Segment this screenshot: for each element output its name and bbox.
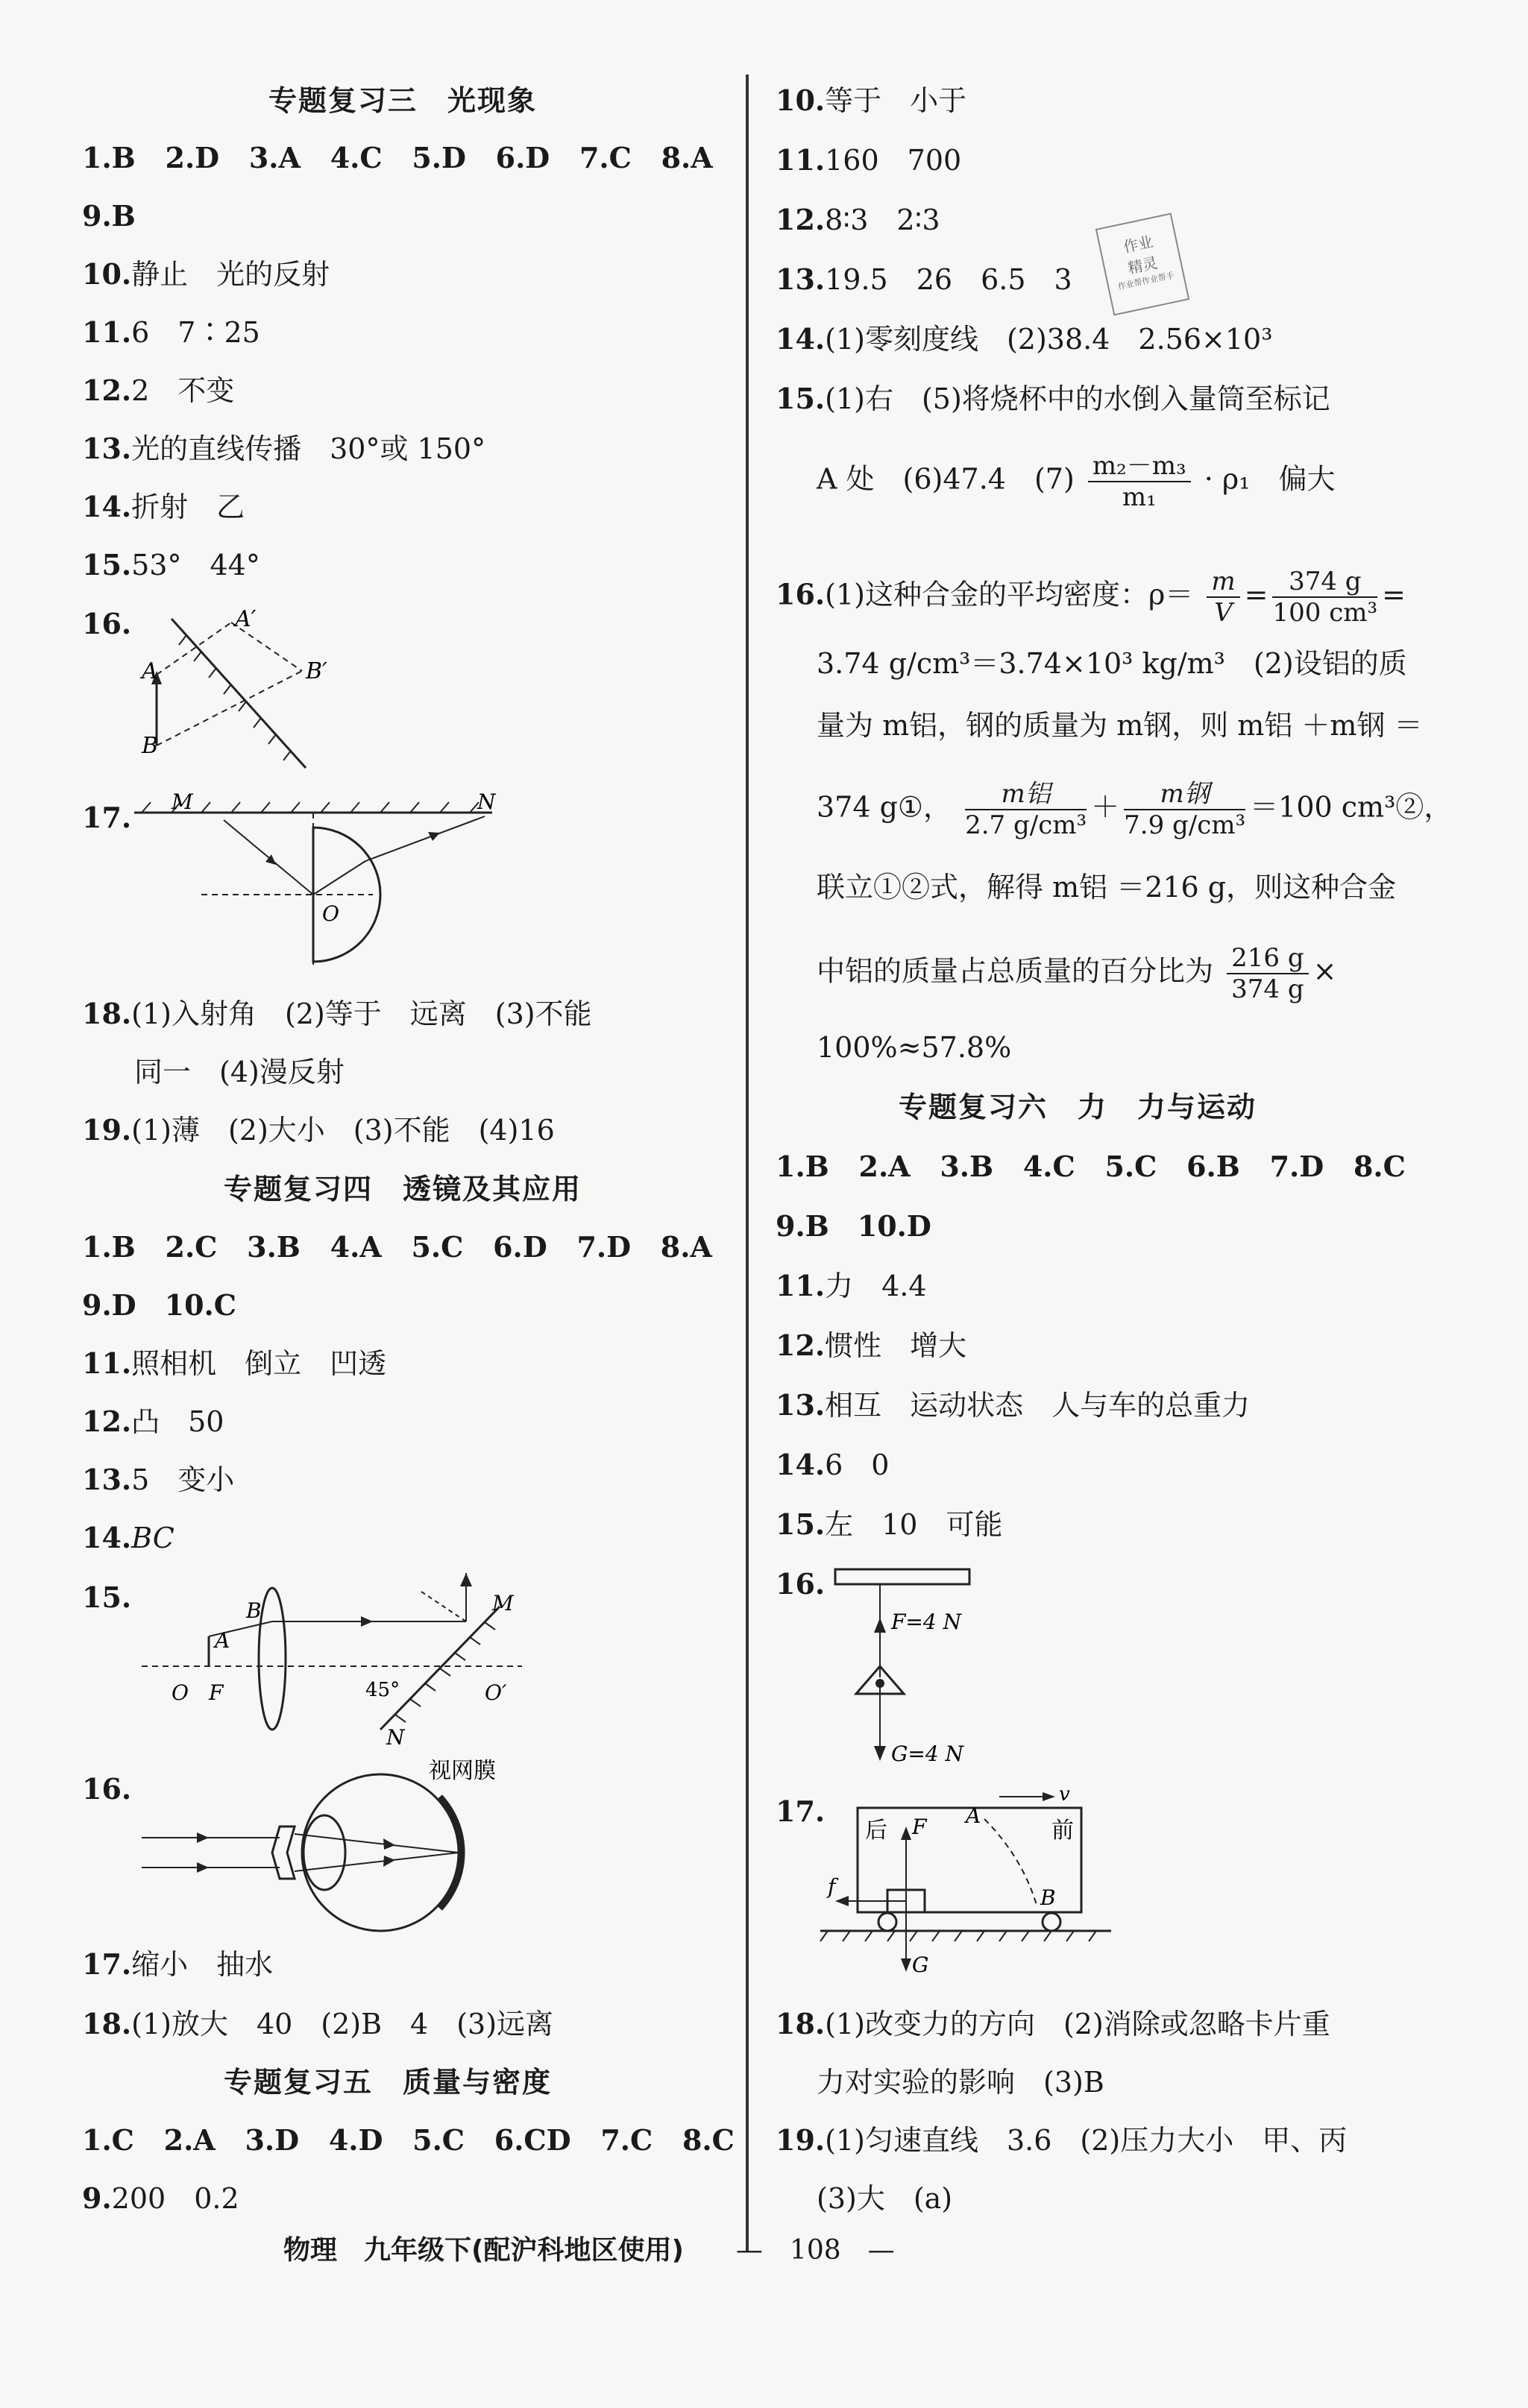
ans: 4.D (328, 2123, 383, 2157)
ans: 7.C (579, 141, 632, 174)
arrow-head (835, 1896, 849, 1906)
incident-ray (224, 820, 313, 895)
light-ray (295, 1834, 459, 1853)
answer-4-9-10: 9.D 10.C (82, 1288, 236, 1322)
answer-4-13 (82, 1461, 234, 1498)
q-text: (1)放大 40 (2)B 4 (3)远离 (131, 2008, 554, 2040)
ans: 5.C (411, 1230, 464, 1264)
q-text: (1)入射角 (2)等于 远离 (3)不能 (131, 997, 592, 1030)
answer-3-18-cont: 同一 (4)漫反射 (134, 1056, 345, 1088)
answer-6-19 (776, 2122, 1347, 2159)
label-A: A (142, 658, 158, 684)
q-text: 374 g①， (817, 790, 952, 824)
q-num: 10. (82, 257, 132, 291)
ans: 2.A (163, 2123, 216, 2157)
q-num: 13. (776, 1388, 826, 1422)
page-number: — 108 — (735, 2235, 895, 2266)
q-text: 折射 乙 (131, 491, 245, 523)
q-text: 光的直线传播 30°或 150° (131, 432, 486, 465)
ans: 8.A (660, 1230, 712, 1264)
q-text: 6 7∶25 (131, 316, 260, 349)
figure-plane-mirror (127, 604, 365, 790)
answers-4-1-8 (82, 1229, 712, 1266)
answers-5-1-8 (82, 2122, 735, 2159)
section-title-5: 专题复习五 质量与密度 (224, 2066, 553, 2099)
label-N: N (477, 790, 496, 814)
label-G: G (912, 1952, 929, 1977)
arrow-head (901, 1958, 911, 1972)
q-text: (1)薄 (2)大小 (3)不能 (4)16 (131, 1114, 555, 1147)
answer-5-12 (776, 201, 940, 239)
answer-5-15-cont (817, 451, 1335, 512)
label-v: v (1059, 1789, 1070, 1806)
ans: 5.D (412, 141, 466, 174)
answer-3-9: 9.B (82, 199, 136, 233)
fraction (1227, 943, 1308, 1004)
fraction (965, 779, 1087, 840)
q-text: (1)零刻度线 (2)38.4 2.56×10³ (825, 323, 1273, 356)
mirror-hatching (395, 1622, 495, 1722)
q-text: (1)改变力的方向 (2)消除或忽略卡片重 (825, 2008, 1330, 2040)
q-text: 等于 小于 (825, 84, 967, 117)
answer-6-19-cont: (3)大 (a) (817, 2182, 953, 2215)
ans: 6.D (495, 141, 550, 174)
arrow-head (361, 1616, 373, 1627)
q-text: 凸 50 (131, 1405, 224, 1438)
q-text: (1)这种合金的平均密度：ρ＝ (825, 578, 1194, 611)
answer-3-14 (82, 488, 245, 526)
answer-6-17-label: 17. (776, 1794, 826, 1828)
arrow-head (197, 1862, 209, 1873)
answer-5-10 (776, 82, 966, 119)
q-num: 18. (776, 2007, 826, 2040)
section-title-3: 专题复习三 光现象 (268, 84, 538, 117)
ans: 4.C (1022, 1150, 1075, 1183)
denominator: 7.9 g/cm³ (1124, 810, 1246, 840)
answer-3-18 (82, 995, 592, 1033)
q-num: 19. (776, 2123, 826, 2157)
label-B-prime: B′ (306, 658, 327, 684)
figure-eye (127, 1759, 529, 1938)
watermark-stamp (1095, 212, 1189, 315)
label-M: M (492, 1591, 514, 1616)
label-O-prime: O′ (485, 1680, 507, 1705)
answer-5-11 (776, 142, 961, 179)
stamp-line: 作业帮作业帮手 (1116, 270, 1175, 292)
ans: 7.D (576, 1230, 632, 1264)
numerator: m (1207, 567, 1239, 598)
label-A: A (215, 1628, 230, 1653)
answer-4-16-label: 16. (82, 1772, 132, 1806)
q-text: 5 变小 (131, 1463, 235, 1496)
ceiling-bar (835, 1569, 969, 1584)
ans: 3.D (245, 2123, 300, 2157)
numerator: 216 g (1227, 943, 1308, 974)
q-text: 中铝的质量占总质量的百分比为 (817, 954, 1214, 988)
q-num: 15. (776, 382, 826, 415)
q-num: 11. (82, 315, 132, 349)
exit-ray (365, 816, 485, 861)
q-text: 静止 光的反射 (131, 258, 330, 291)
q-num: 16. (776, 577, 826, 611)
light-ray (295, 1853, 459, 1871)
answer-5-16-f: 中铝的质量占总质量的百分比为 $\frac{216 g}{374 g}$ × (817, 943, 1337, 1004)
figure-hanging-card (820, 1566, 1044, 1789)
answer-5-9 (82, 2180, 239, 2217)
q-num: 14. (82, 1521, 132, 1554)
answer-5-13 (776, 261, 1072, 298)
eye-lens (304, 1815, 345, 1890)
q-text: 惯性 增大 (825, 1329, 967, 1362)
ans: 7.C (600, 2123, 653, 2157)
label-A: A (966, 1803, 981, 1828)
ans: 3.A (248, 141, 301, 174)
answer-5-16-c: 量为 m铝，钢的质量为 m钢，则 m铝 ＋m钢 ＝ (817, 709, 1423, 742)
figure-lens-mirror (127, 1573, 544, 1744)
answer-5-16-b: 3.74 g/cm³＝3.74×10³ kg/m³ (2)设铝的质 (817, 647, 1407, 680)
denominator: m₁ (1122, 482, 1157, 512)
answer-5-16-e: 联立①②式，解得 m铝 ＝216 g，则这种合金 (817, 871, 1397, 904)
answer-5-16-g: 100%≈57.8% (817, 1031, 1012, 1064)
fraction (1207, 567, 1239, 628)
answer-5-16-d: 374 g①， $\frac{\text{m铝}}{\text{2.7 g/cm³}}$ ＋ $\frac{\text{m钢}}{\text{7.9 g/cm³}}$ ＝100 cm³②， (817, 779, 1453, 840)
q-num: 9. (82, 2181, 112, 2215)
q-num: 13. (82, 1463, 132, 1496)
wheel-right (1043, 1913, 1060, 1931)
label-M: M (172, 790, 193, 814)
q-num: 12. (776, 1329, 826, 1362)
stamp-line: 作业 (1122, 232, 1155, 256)
q-num: 11. (776, 143, 826, 177)
ans: 8.C (1353, 1150, 1406, 1183)
ans: 8.A (661, 141, 713, 174)
ans: 5.C (412, 2123, 465, 2157)
q-num: 14. (82, 490, 132, 523)
page-footer (283, 2229, 895, 2267)
mirror-line (172, 619, 306, 768)
numerator: m铝 (965, 779, 1087, 810)
arrow-head (197, 1832, 209, 1843)
label-A-prime: A′ (235, 606, 257, 632)
ans: 2.D (165, 141, 220, 174)
answer-3-11 (82, 314, 260, 351)
mirror-hatching (179, 635, 291, 760)
answer-3-13 (82, 430, 485, 467)
denominator: 2.7 g/cm³ (965, 810, 1087, 840)
q-text: 力 4.4 (825, 1270, 927, 1302)
arrow-head (1043, 1792, 1055, 1801)
normal-line (421, 1592, 466, 1621)
answer-5-15 (776, 380, 1330, 417)
q-text: 相互 运动状态 人与车的总重力 (825, 1389, 1251, 1422)
q-text: (1)右 (5)将烧杯中的水倒入量筒至标记 (825, 382, 1330, 415)
ans: 7.D (1269, 1150, 1324, 1183)
label-f: f (828, 1874, 836, 1899)
label-B: B (142, 733, 159, 759)
answer-6-11 (776, 1267, 927, 1305)
label-B: B (246, 1598, 262, 1623)
answer-3-17-label: 17. (82, 801, 132, 834)
ans: 6.D (493, 1230, 547, 1264)
ans: 3.B (940, 1150, 994, 1183)
label-back: 后 (865, 1818, 887, 1844)
q-text: 19.5 26 6.5 3 (825, 263, 1072, 296)
denominator: 374 g (1231, 974, 1304, 1004)
ans: 2.A (858, 1150, 911, 1183)
fraction (1088, 451, 1191, 512)
figure-cart (813, 1789, 1111, 1983)
arrow-head (460, 1573, 472, 1586)
q-text: ＝100 cm³②， (1250, 790, 1453, 824)
ans: 2.C (165, 1230, 218, 1264)
label-B: B (1040, 1885, 1056, 1910)
ans: 4.C (330, 141, 383, 174)
ans: 1.C (82, 2123, 134, 2157)
plane-mirror (380, 1607, 500, 1730)
label-O: O (322, 901, 339, 926)
q-num: 14. (776, 1448, 826, 1481)
answer-4-14 (82, 1519, 175, 1557)
ans: 6.B (1186, 1150, 1240, 1183)
section-title-6: 专题复习六 力 力与运动 (899, 1091, 1257, 1123)
q-num: 12. (82, 1405, 132, 1438)
answer-4-18 (82, 2005, 553, 2043)
answer-4-15-label: 15. (82, 1580, 132, 1614)
q-text: 2 不变 (131, 374, 235, 407)
label-F: F=4 N (891, 1610, 962, 1634)
ans: 8.C (682, 2123, 735, 2157)
q-num: 14. (776, 322, 826, 356)
q-num: 18. (82, 997, 132, 1030)
answer-5-16: 16.(1)这种合金的平均密度：ρ＝ $\frac{m}{V}$ = $\frac{374 g}{\text{100 cm³}}$ = (776, 567, 1406, 628)
q-text: 200 0.2 (111, 2182, 239, 2215)
answer-3-12 (82, 372, 234, 409)
answer-6-15 (776, 1506, 1002, 1543)
answer-6-18 (776, 2005, 1330, 2043)
answer-4-17 (82, 1946, 273, 1983)
answer-6-16-label: 16. (776, 1567, 826, 1601)
refracted-ray (313, 861, 365, 895)
convex-lens (259, 1588, 286, 1730)
answer-3-16-label: 16. (82, 607, 132, 640)
ground-hatching (820, 1931, 1096, 1941)
fraction (1272, 567, 1377, 628)
q-text: 8∶3 2∶3 (825, 204, 940, 236)
fraction (1124, 779, 1245, 840)
concave-lens (272, 1827, 295, 1879)
answer-6-14 (776, 1446, 889, 1484)
answers-6-1-8 (776, 1148, 1406, 1185)
q-text: 左 10 可能 (825, 1508, 1003, 1541)
label-F: F (912, 1815, 927, 1839)
answer-6-13 (776, 1387, 1250, 1424)
answers-3-1-8 (82, 139, 713, 177)
arrow-head (901, 1827, 911, 1840)
q-text: 照相机 倒立 凹透 (131, 1347, 387, 1380)
q-text: 缩小 抽水 (131, 1948, 274, 1981)
q-text: 160 700 (825, 144, 962, 177)
ans: 3.B (247, 1230, 301, 1264)
answer-4-12 (82, 1403, 224, 1440)
q-num: 11. (82, 1346, 132, 1380)
q-text: 6 0 (825, 1449, 890, 1481)
answer-3-15 (82, 546, 260, 584)
q-num: 15. (776, 1507, 826, 1541)
ans: 4.A (330, 1230, 382, 1264)
label-angle: 45° (365, 1679, 400, 1701)
q-num: 12. (776, 203, 826, 236)
footer-subject: 物理 九年级下(配沪科地区使用) (283, 2235, 684, 2266)
q-num: 13. (82, 432, 132, 465)
q-text: 53° 44° (131, 549, 260, 581)
answer-6-12 (776, 1327, 966, 1364)
wheel-left (878, 1913, 896, 1931)
arrow-head-F (874, 1618, 886, 1633)
q-num: 15. (82, 548, 132, 581)
ans: 1.B (82, 141, 136, 174)
dashed-line (157, 623, 231, 675)
q-text: · ρ₁ 偏大 (1204, 462, 1336, 496)
q-num: 13. (776, 262, 826, 296)
label-retina: 视网膜 (429, 1759, 496, 1784)
q-text: A 处 (6)47.4 (7) (817, 462, 1075, 496)
ans: 6.CD (494, 2123, 571, 2157)
column-divider (746, 75, 749, 2251)
q-num: 12. (82, 374, 132, 407)
q-num: 10. (776, 83, 826, 117)
label-F: F (209, 1680, 224, 1705)
ans: 5.C (1104, 1150, 1157, 1183)
q-num: 11. (776, 1269, 826, 1302)
answer-6-9-10: 9.B 10.D (776, 1209, 931, 1243)
trajectory (984, 1819, 1037, 1905)
ans: 1.B (776, 1150, 829, 1183)
label-O: O (172, 1680, 189, 1705)
arrow-head (383, 1856, 395, 1867)
numerator: 374 g (1272, 567, 1377, 598)
section-title-4: 专题复习四 透镜及其应用 (224, 1173, 582, 1205)
arrow-head-G (874, 1746, 886, 1761)
label-N: N (386, 1725, 405, 1744)
answer-6-18-cont: 力对实验的影响 (3)B (817, 2066, 1104, 2099)
q-num: 17. (82, 1947, 132, 1981)
label-front: 前 (1051, 1818, 1074, 1844)
answer-3-19 (82, 1112, 555, 1149)
ans: 1.B (82, 1230, 136, 1264)
eyeball (302, 1774, 459, 1931)
answer-3-10 (82, 256, 330, 293)
answer-4-11 (82, 1345, 386, 1382)
figure-semicircle-refraction (127, 790, 515, 984)
denominator: 100 cm³ (1272, 598, 1378, 628)
arrow-head (383, 1838, 395, 1850)
denominator: V (1214, 598, 1233, 628)
numerator: m钢 (1124, 779, 1245, 810)
q-num: 18. (82, 2007, 132, 2040)
q-text: (1)匀速直线 3.6 (2)压力大小 甲、丙 (825, 2124, 1348, 2157)
stamp-line: 精灵 (1126, 253, 1160, 277)
answer-5-14 (776, 321, 1272, 358)
label-G: G=4 N (891, 1742, 964, 1766)
q-num: 19. (82, 1113, 132, 1147)
numerator: m₂－m₃ (1088, 451, 1191, 482)
q-text: BC (131, 1522, 175, 1554)
